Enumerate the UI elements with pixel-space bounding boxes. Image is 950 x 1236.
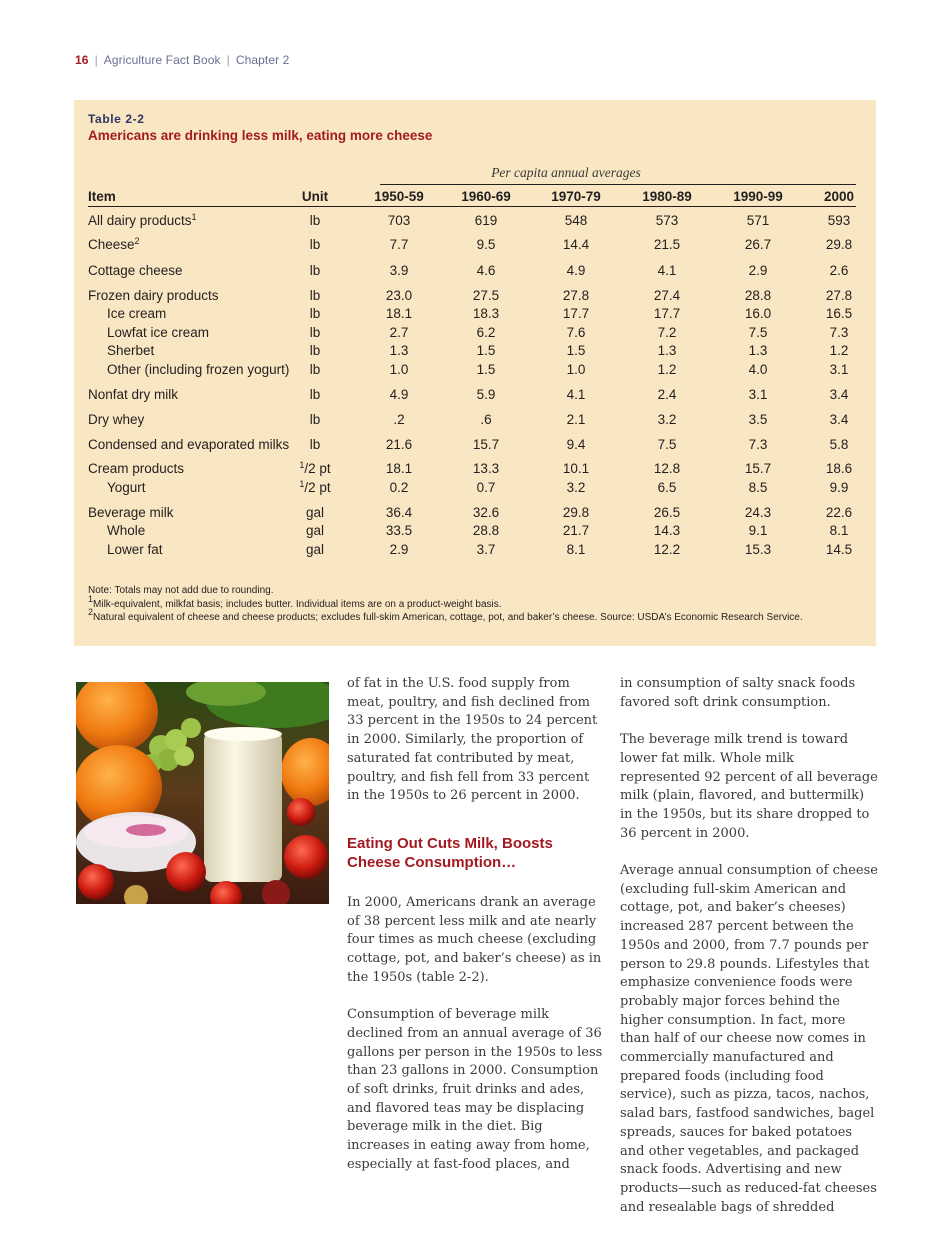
separator: |	[94, 53, 98, 67]
value-cell: 7.3	[748, 437, 768, 452]
value-cell: 1.5	[566, 343, 586, 358]
value-cell: 4.6	[476, 263, 496, 278]
paragraph: in consumption of salty snack foods favored soft drink consumption.	[620, 676, 856, 710]
table-row	[74, 306, 876, 324]
table-notes	[88, 584, 803, 625]
value-cell: 5.8	[829, 437, 849, 452]
value-cell: 2.9	[389, 542, 409, 557]
value-cell: 619	[474, 213, 498, 228]
row-label	[88, 306, 166, 321]
value-cell: 0.7	[476, 480, 496, 495]
paragraph: In 2000, Americans drank an average of 38 percent less milk and ate nearly four times as much cheese (excluding cottage, pot, and baker’s cheese) as in the 1950s (table 2-2).	[347, 894, 602, 985]
value-cell: 3.4	[829, 387, 849, 402]
value-cell: 1.5	[476, 343, 496, 358]
value-cell: 2.7	[389, 325, 409, 340]
value-cell: 7.7	[389, 237, 409, 252]
table-row	[74, 325, 876, 343]
value-cell: 14.5	[825, 542, 853, 557]
value-cell: 3.9	[389, 263, 409, 278]
value-cell: 2.4	[657, 387, 677, 402]
value-cell: 17.7	[562, 306, 590, 321]
value-cell: 18.1	[385, 306, 413, 321]
article-column-2	[620, 675, 878, 1236]
note-text: Note: Totals may not add due to rounding.	[88, 585, 274, 596]
value-cell: 29.8	[825, 237, 853, 252]
row-label-text: Yogurt	[107, 480, 146, 495]
header-rule	[88, 206, 856, 207]
unit-cell	[280, 412, 350, 427]
unit-text: /2 pt	[304, 480, 331, 495]
value-cell: 3.4	[829, 412, 849, 427]
row-label	[88, 542, 163, 557]
value-cell: 12.2	[653, 542, 681, 557]
row-label	[88, 505, 174, 520]
row-label-text: Whole	[107, 523, 146, 538]
row-label	[88, 387, 178, 402]
value-cell: 703	[387, 213, 411, 228]
unit-text: lb	[309, 306, 321, 321]
value-cell: 1.0	[566, 362, 586, 377]
unit-text: lb	[309, 213, 321, 228]
row-label-text: Frozen dairy products	[88, 288, 219, 303]
value-cell: 6.2	[476, 325, 496, 340]
unit-text: lb	[309, 343, 321, 358]
value-cell: 1.3	[389, 343, 409, 358]
separator: |	[226, 53, 230, 67]
section-heading: Eating Out Cuts Milk, Boosts Cheese Consumption…	[347, 834, 553, 871]
table-row	[74, 437, 876, 455]
page-number: 16	[75, 53, 89, 67]
group-rule	[380, 184, 856, 185]
row-label	[88, 263, 183, 278]
value-cell: 14.3	[653, 523, 681, 538]
unit-cell	[280, 437, 350, 452]
value-cell: 26.7	[744, 237, 772, 252]
value-cell: 15.7	[744, 461, 772, 476]
unit-text: lb	[309, 387, 321, 402]
note-line	[88, 593, 803, 612]
row-label	[88, 362, 289, 377]
column-header: 1950-59	[374, 189, 424, 204]
value-cell: 12.8	[653, 461, 681, 476]
row-label	[88, 412, 144, 427]
value-cell: 15.7	[472, 437, 500, 452]
value-cell: 4.9	[566, 263, 586, 278]
value-cell: 28.8	[472, 523, 500, 538]
note-line	[88, 584, 803, 598]
value-cell: 2.1	[566, 412, 586, 427]
value-cell: 3.5	[748, 412, 768, 427]
dairy-fruit-photo	[76, 682, 329, 904]
unit-text: gal	[305, 505, 324, 520]
value-cell: 4.1	[566, 387, 586, 402]
table-row	[74, 523, 876, 541]
table-title: Americans are drinking less milk, eating more cheese	[88, 128, 433, 143]
column-header: 1960-69	[461, 189, 511, 204]
value-cell: 27.5	[472, 288, 500, 303]
value-cell: .6	[480, 412, 492, 427]
value-cell: 23.0	[385, 288, 413, 303]
unit-fraction-numerator: 1	[299, 479, 305, 489]
row-label	[88, 523, 145, 538]
value-cell: 7.5	[748, 325, 768, 340]
table-panel	[74, 100, 876, 646]
row-label-text: Dry whey	[88, 412, 145, 427]
unit-text: lb	[309, 325, 321, 340]
value-cell: 1.2	[829, 343, 849, 358]
value-cell: 5.9	[476, 387, 496, 402]
row-label	[88, 325, 209, 340]
row-label	[88, 480, 146, 495]
table-row	[74, 213, 876, 231]
note-text: Milk-equivalent, milkfat basis; includes butter. Individual items are on a product-weight basis.	[93, 598, 502, 610]
value-cell: 15.3	[744, 542, 772, 557]
row-label-text: Cheese	[88, 237, 135, 252]
value-cell: 8.1	[829, 523, 849, 538]
row-label-text: Beverage milk	[88, 505, 174, 520]
unit-text: gal	[305, 542, 324, 557]
unit-text: lb	[309, 362, 321, 377]
chapter-label: Chapter 2	[235, 53, 290, 67]
value-cell: 21.5	[653, 237, 681, 252]
value-cell: 548	[564, 213, 588, 228]
value-cell: 18.3	[472, 306, 500, 321]
table-row	[74, 387, 876, 405]
value-cell: 9.1	[748, 523, 768, 538]
value-cell: 7.2	[657, 325, 677, 340]
unit-cell	[280, 362, 350, 377]
paragraph: Consumption of beverage milk declined from an annual average of 36 gallons per person in the 1950s to less than 23 gallons in 2000. Consumption of soft drinks, fruit drinks and ades, and flavored teas may be displacing beverage milk in the diet. Big increases in eating away from home, especially at fast-food places, and	[347, 1007, 603, 1172]
unit-cell	[280, 343, 350, 358]
unit-text: lb	[309, 288, 321, 303]
unit-cell	[280, 461, 350, 476]
unit-text: gal	[305, 523, 324, 538]
table-row	[74, 237, 876, 255]
value-cell: 1.2	[657, 362, 677, 377]
value-cell: 593	[827, 213, 851, 228]
value-cell: 10.1	[562, 461, 590, 476]
table-label: Table 2-2	[88, 112, 145, 126]
value-cell: 4.1	[657, 263, 677, 278]
unit-text: /2 pt	[304, 461, 331, 476]
value-cell: 16.5	[825, 306, 853, 321]
row-label	[88, 461, 184, 476]
value-cell: 21.7	[562, 523, 590, 538]
value-cell: 2.9	[748, 263, 768, 278]
table-row	[74, 263, 876, 281]
value-cell: 27.8	[562, 288, 590, 303]
table-row	[74, 412, 876, 430]
row-label	[88, 343, 154, 358]
unit-cell	[280, 523, 350, 538]
row-label-text: Ice cream	[107, 306, 167, 321]
note-marker: 2	[88, 607, 94, 617]
row-label	[88, 213, 197, 228]
row-label	[88, 288, 219, 303]
note-text: Natural equivalent of cheese and cheese products; excludes full-skim American, cottage, pot, and baker’s cheese. Source: USDA’s Economic Research Service.	[93, 612, 803, 623]
value-cell: 9.5	[476, 237, 496, 252]
column-header: 1990-99	[733, 189, 783, 204]
table-row	[74, 288, 876, 306]
value-cell: 7.5	[657, 437, 677, 452]
value-cell: .2	[393, 412, 405, 427]
value-cell: 4.0	[748, 362, 768, 377]
value-cell: 32.6	[472, 505, 500, 520]
unit-text: lb	[309, 437, 321, 452]
row-label-text: Cream products	[88, 461, 185, 476]
unit-cell	[280, 306, 350, 321]
value-cell: 573	[655, 213, 679, 228]
unit-cell	[280, 263, 350, 278]
row-label-text: Cottage cheese	[88, 263, 183, 278]
row-label-text: Lowfat ice cream	[107, 325, 210, 340]
value-cell: 26.5	[653, 505, 681, 520]
unit-cell	[280, 325, 350, 340]
value-cell: 6.5	[657, 480, 677, 495]
value-cell: 33.5	[385, 523, 413, 538]
paragraph: The beverage milk trend is toward lower fat milk. Whole milk represented 92 percent of all beverage milk (plain, flavored, and buttermilk) in the 1950s, but its share dropped to 36 percent in 2000.	[620, 732, 878, 841]
value-cell: 29.8	[562, 505, 590, 520]
value-cell: 1.0	[389, 362, 409, 377]
value-cell: 8.5	[748, 480, 768, 495]
value-cell: 36.4	[385, 505, 413, 520]
value-cell: 7.6	[566, 325, 586, 340]
table-row	[74, 362, 876, 380]
running-header	[75, 53, 289, 67]
value-cell: 1.5	[476, 362, 496, 377]
article-column-1	[347, 675, 605, 1193]
value-cell: 3.7	[476, 542, 496, 557]
unit-text: lb	[309, 263, 321, 278]
unit-cell	[280, 213, 350, 228]
value-cell: 3.2	[657, 412, 677, 427]
book-title: Agriculture Fact Book	[103, 53, 221, 67]
column-header: 2000	[823, 189, 855, 204]
column-header: Item	[88, 189, 116, 204]
row-label-text: Nonfat dry milk	[88, 387, 179, 402]
value-cell: 27.4	[653, 288, 681, 303]
unit-cell	[280, 237, 350, 252]
value-cell: 4.9	[389, 387, 409, 402]
note-line	[88, 607, 803, 625]
value-cell: 3.1	[829, 362, 849, 377]
value-cell: 7.3	[829, 325, 849, 340]
unit-text: lb	[309, 237, 321, 252]
value-cell: 8.1	[566, 542, 586, 557]
value-cell: 0.2	[389, 480, 409, 495]
unit-cell	[280, 505, 350, 520]
note-marker: 1	[88, 593, 94, 604]
value-cell: 9.9	[829, 480, 849, 495]
unit-fraction-numerator: 1	[299, 460, 305, 470]
value-cell: 16.0	[744, 306, 772, 321]
column-header: 1980-89	[642, 189, 692, 204]
value-cell: 17.7	[653, 306, 681, 321]
value-cell: 3.2	[566, 480, 586, 495]
paragraph: Average annual consumption of cheese (excluding full-skim American and cottage, pot, and baker’s cheeses) increased 287 percent between the 1950s and 2000, from 7.7 pounds per person to 29.8 pounds. Lifestyles that emphasize convenience foods were probably major forces behind the higher consumption. In fact, more than half of our cheese now comes in commercially manufactured and prepared foods (including food service), such as pizza, tacos, nachos, salad bars, fastfood sandwiches, bagel spreads, sauces for baked potatoes and other vegetables, and packaged snack foods. Advertising and new products—such as reduced-fat cheeses and resealable bags of shredded	[620, 863, 878, 1215]
table-row	[74, 461, 876, 479]
value-cell: 28.8	[744, 288, 772, 303]
row-label-text: Sherbet	[107, 343, 155, 358]
value-cell: 18.6	[825, 461, 853, 476]
value-cell: 14.4	[562, 237, 590, 252]
value-cell: 1.3	[748, 343, 768, 358]
value-cell: 571	[746, 213, 770, 228]
column-header: 1970-79	[551, 189, 601, 204]
value-cell: 13.3	[472, 461, 500, 476]
row-label-text: Condensed and evaporated milks	[88, 437, 290, 452]
unit-cell	[280, 480, 350, 495]
row-label-text: All dairy products	[88, 213, 192, 228]
unit-text: lb	[309, 412, 321, 427]
unit-cell	[280, 387, 350, 402]
column-group-header: Per capita annual averages	[491, 165, 641, 180]
row-label-text: Other (including frozen yogurt)	[107, 362, 290, 377]
value-cell: 9.4	[566, 437, 586, 452]
table-row	[74, 505, 876, 523]
value-cell: 27.8	[825, 288, 853, 303]
value-cell: 21.6	[385, 437, 413, 452]
value-cell: 18.1	[385, 461, 413, 476]
value-cell: 3.1	[748, 387, 768, 402]
table-row	[74, 480, 876, 498]
table-row	[74, 343, 876, 361]
table-row	[74, 542, 876, 560]
unit-cell	[280, 288, 350, 303]
value-cell: 1.3	[657, 343, 677, 358]
paragraph: of fat in the U.S. food supply from meat, poultry, and fish declined from 33 percent in the 1950s to 24 percent in 2000. Similarly, the proportion of saturated fat contributed by meat, poultry, and fish fell from 33 percent in the 1950s to 26 percent in 2000.	[347, 676, 598, 804]
value-cell: 2.6	[829, 263, 849, 278]
footnote-marker: 2	[134, 236, 140, 246]
row-label	[88, 237, 140, 252]
column-header: Unit	[301, 189, 329, 204]
row-label-text: Lower fat	[107, 542, 163, 557]
row-label	[88, 437, 289, 452]
value-cell: 24.3	[744, 505, 772, 520]
footnote-marker: 1	[191, 212, 197, 222]
value-cell: 22.6	[825, 505, 853, 520]
unit-cell	[280, 542, 350, 557]
